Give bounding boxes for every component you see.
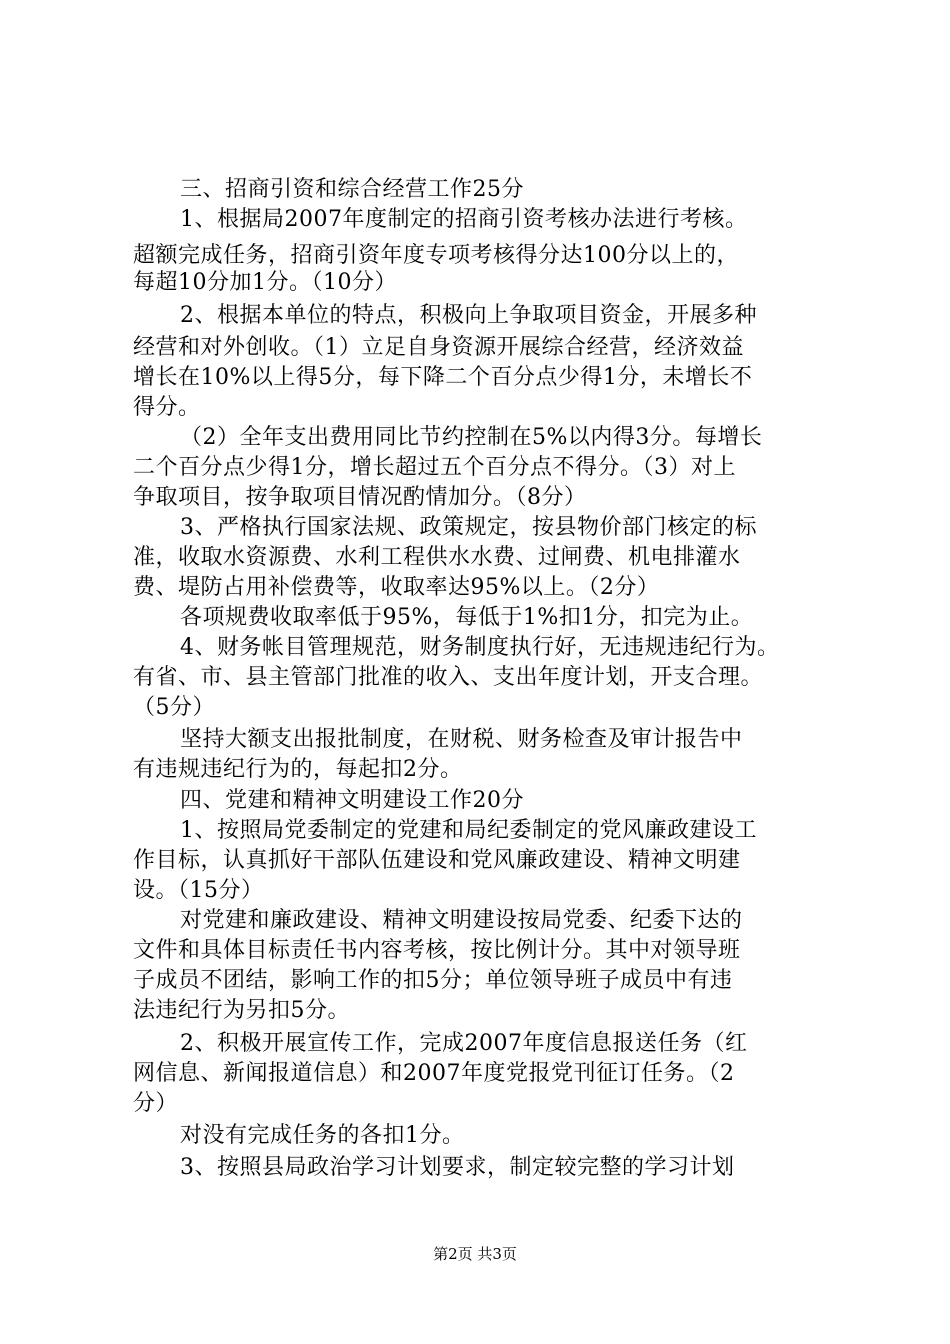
page-footer: 第2页 共3页 [433, 1245, 517, 1263]
paragraph-line: 各项规费收取率低于95%，每低于1%扣1分，扣完为止。 [180, 605, 754, 630]
paragraph-line: 法违纪行为另扣5分。 [133, 998, 350, 1023]
paragraph-line: （2）全年支出费用同比节约控制在5%以内得3分。每增长 [180, 425, 763, 450]
paragraph-line: 4、财务帐目管理规范，财务制度执行好，无违规违纪行为。 [180, 635, 780, 660]
paragraph-line: 准，收取水资源费、水利工程供水水费、过闸费、机电排灌水 [133, 545, 741, 570]
paragraph-line: 超额完成任务，招商引资年度专项考核得分达100分以上的， [133, 243, 739, 268]
paragraph-line: 分） [133, 1091, 179, 1116]
paragraph-line: 2、积极开展宣传工作，完成2007年度信息报送任务（红 [180, 1031, 748, 1056]
paragraph-line: 费、堤防占用补偿费等，收取率达95%以上。（2分） [133, 575, 660, 600]
paragraph-line: 网信息、新闻报道信息）和2007年度党报党刊征订任务。（2 [133, 1061, 735, 1086]
section-heading-3: 三、招商引资和综合经营工作25分 [180, 177, 524, 202]
paragraph-line: 1、按照局党委制定的党建和局纪委制定的党风廉政建设工 [180, 818, 757, 843]
paragraph-line: 文件和具体目标责任书内容考核，按比例计分。其中对领导班 [133, 938, 741, 963]
paragraph-line: 对没有完成任务的各扣1分。 [180, 1123, 465, 1148]
paragraph-line: 争取项目，按争取项目情况酌情加分。（8分） [133, 485, 587, 510]
paragraph-line: 二个百分点少得1分，增长超过五个百分点不得分。（3）对上 [133, 455, 736, 480]
paragraph-line: 3、按照县局政治学习计划要求，制定较完整的学习计划 [180, 1155, 735, 1180]
paragraph-line: 经营和对外创收。（1）立足自身资源开展综合经营，经济效益 [133, 335, 744, 360]
paragraph-line: 设。（15分） [133, 878, 264, 903]
paragraph-line: 有违规违纪行为的，每起扣2分。 [133, 757, 463, 782]
paragraph-line: 作目标，认真抓好干部队伍建设和党风廉政建设、精神文明建 [133, 848, 741, 873]
paragraph-line: 有省、市、县主管部门批准的收入、支出年度计划，开支合理。 [133, 665, 764, 690]
paragraph-line: 3、严格执行国家法规、政策规定，按县物价部门核定的标 [180, 515, 757, 540]
paragraph-line: 子成员不团结，影响工作的扣5分；单位领导班子成员中有违 [133, 968, 733, 993]
paragraph-line: 每超10分加1分。（10分） [133, 270, 397, 295]
paragraph-line: 对党建和廉政建设、精神文明建设按局党委、纪委下达的 [180, 908, 743, 933]
paragraph-line: 2、根据本单位的特点，积极向上争取项目资金，开展多种 [180, 303, 757, 328]
paragraph-line: 增长在10%以上得5分，每下降二个百分点少得1分，未增长不 [133, 365, 753, 390]
section-heading-4: 四、党建和精神文明建设工作20分 [180, 788, 524, 813]
paragraph-line: 得分。 [133, 395, 201, 420]
paragraph-line: 坚持大额支出报批制度，在财税、财务检查及审计报告中 [180, 727, 743, 752]
paragraph-line: （5分） [133, 695, 215, 720]
paragraph-line: 1、根据局2007年度制定的招商引资考核办法进行考核。 [180, 207, 748, 232]
